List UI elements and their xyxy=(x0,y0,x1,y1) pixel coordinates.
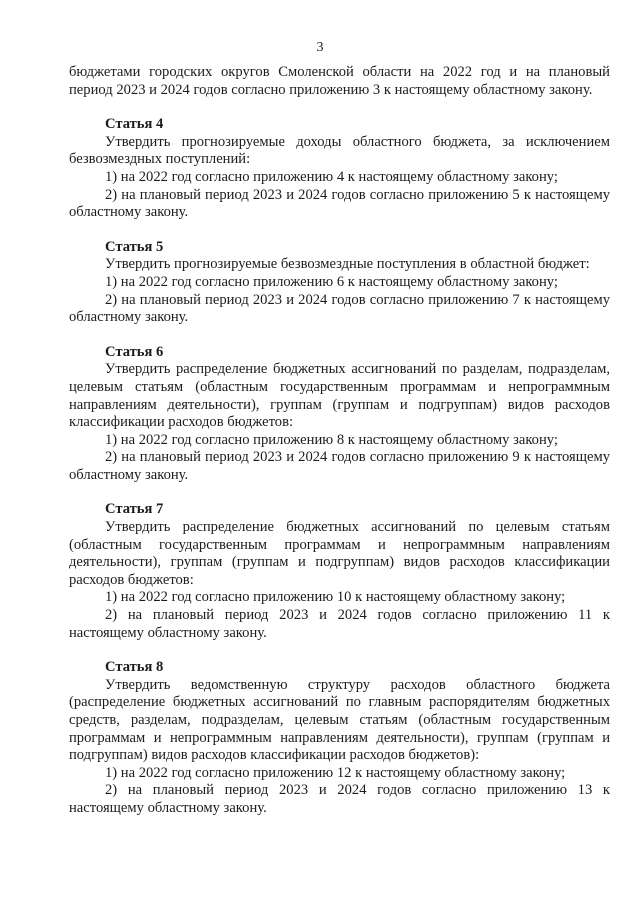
intro-line-1: бюджетами городских округов Смоленской области на 2022 год и на плановый xyxy=(69,64,610,80)
spacer xyxy=(69,642,610,659)
article-item: 1) на 2022 год согласно приложению 10 к настоящему областному закону; xyxy=(105,589,566,606)
article-4 xyxy=(69,116,610,222)
spacer xyxy=(69,222,610,239)
article-item: 2) на плановый период 2023 и 2024 годов согласно приложению 9 к настоящему областному закону. xyxy=(69,449,610,483)
page-number: 3 xyxy=(316,40,324,55)
article-heading: Статья 6 xyxy=(105,343,164,360)
article-heading: Статья 8 xyxy=(105,659,164,676)
article-paragraph: Утвердить распределение бюджетных ассигнований по разделам, подразделам, целевым статьям (областным государственным программам и непрограммным направлениям деятельности), группам (группам и подгруппам) видов расходов классификации расходов бюджетов: xyxy=(69,361,610,431)
article-item: 1) на 2022 год согласно приложению 12 к настоящему областному закону; xyxy=(105,764,566,781)
article-paragraph: Утвердить распределение бюджетных ассигнований по целевым статьям (областным государственным программам и непрограммным направлениям деятельности), группам (группам и подгруппам) видов расходов классификации расходов бюджетов: xyxy=(69,519,610,588)
article-8 xyxy=(69,659,610,817)
article-heading: Статья 7 xyxy=(105,501,164,518)
article-paragraph: Утвердить ведомственную структуру расходов областного бюджета (распределение бюджетных ассигнований по главным распорядителям бюджетных средств, разделам, подразделам, целевым статьям (областным государственным программам и непрограммным направлениям деятельности), группам (группам и подгруппам) видов расходов классификации расходов бюджетов): xyxy=(69,676,610,764)
article-paragraph: Утвердить прогнозируемые доходы областного бюджета, за исключением безвозмездных поступлений: xyxy=(69,133,610,168)
article-item: 1) на 2022 год согласно приложению 8 к настоящему областному закону; xyxy=(105,431,558,448)
article-item: 2) на плановый период 2023 и 2024 годов согласно приложению 11 к настоящему областному закону. xyxy=(69,607,610,641)
document-body xyxy=(69,64,610,818)
article-heading: Статья 5 xyxy=(105,238,164,255)
article-heading: Статья 4 xyxy=(105,116,164,133)
article-item: 2) на плановый период 2023 и 2024 годов согласно приложению 13 к настоящему областному закону. xyxy=(69,782,610,816)
article-item: 1) на 2022 год согласно приложению 4 к настоящему областному закону; xyxy=(105,168,558,185)
intro-line-2: период 2023 и 2024 годов согласно приложению 3 к настоящему областному закону. xyxy=(69,81,593,98)
article-item: 2) на плановый период 2023 и 2024 годов согласно приложению 7 к настоящему областному закону. xyxy=(69,291,610,326)
article-item: 2) на плановый период 2023 и 2024 годов согласно приложению 5 к настоящему областному закону. xyxy=(69,186,610,221)
article-7 xyxy=(69,501,610,642)
article-5 xyxy=(69,239,610,327)
spacer xyxy=(69,99,610,116)
article-paragraph: Утвердить прогнозируемые безвозмездные поступления в областной бюджет: xyxy=(105,256,590,273)
spacer xyxy=(69,327,610,344)
spacer xyxy=(69,484,610,501)
article-item: 1) на 2022 год согласно приложению 6 к настоящему областному закону; xyxy=(105,273,558,290)
article-6 xyxy=(69,344,610,485)
